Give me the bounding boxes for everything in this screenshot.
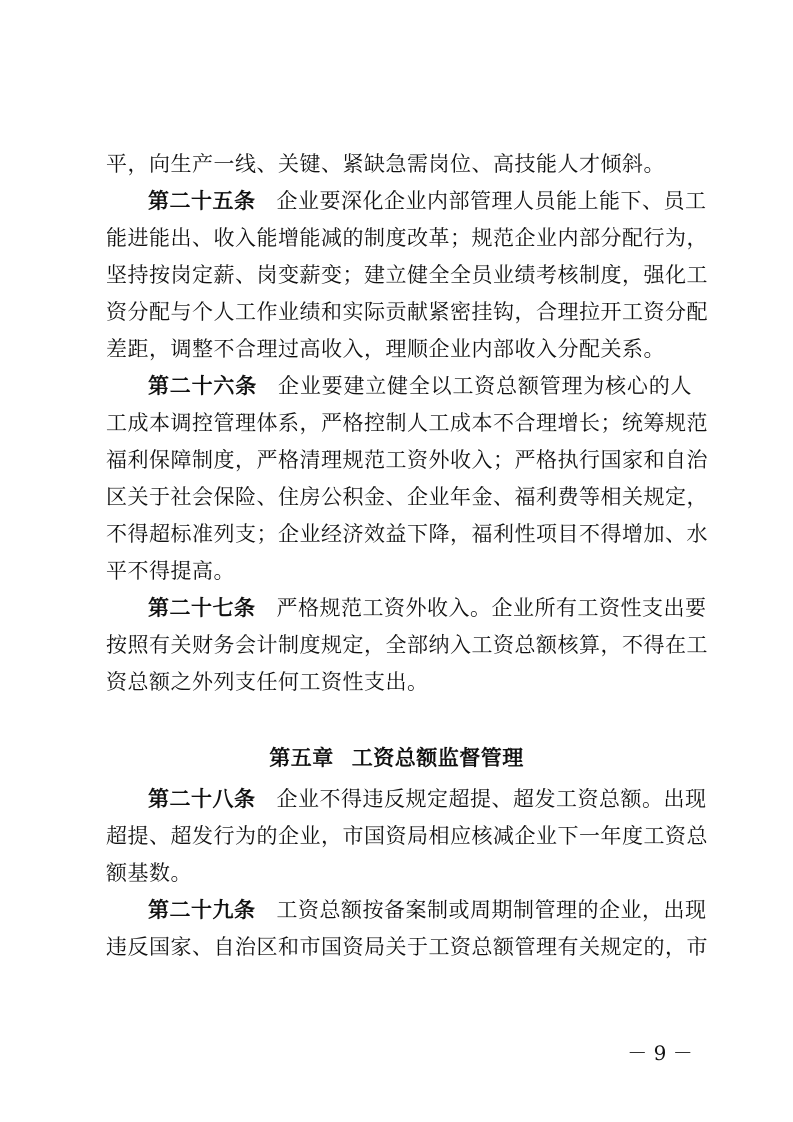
article-27-text: 严格规范工资外收入。企业所有工资性支出要 bbox=[276, 596, 707, 620]
article-26-heading: 第二十六条 bbox=[148, 374, 258, 398]
article-29-line: 违反国家、自治区和市国资局关于工资总额管理有关规定的，市 bbox=[106, 935, 708, 959]
article-27-line: 按照有关财务会计制度规定，全部纳入工资总额核算，不得在工 bbox=[106, 633, 708, 657]
article-26-line: 不得超标准列支；企业经济效益下降，福利性项目不得增加、水 bbox=[106, 522, 708, 546]
chapter-number: 第五章 bbox=[269, 746, 334, 770]
chapter-heading bbox=[0, 743, 793, 773]
article-26-line: 福利保障制度，严格清理规范工资外收入；严格执行国家和自治 bbox=[106, 448, 708, 472]
article-29-first-line bbox=[148, 895, 707, 925]
article-29-heading: 第二十九条 bbox=[148, 898, 256, 922]
article-27-heading: 第二十七条 bbox=[148, 596, 256, 620]
article-25-first-line bbox=[148, 186, 707, 216]
article-25-heading: 第二十五条 bbox=[148, 189, 256, 213]
article-27-first-line bbox=[148, 593, 707, 623]
chapter-title: 工资总额监督管理 bbox=[351, 746, 524, 770]
article-26-line: 平不得提高。 bbox=[106, 559, 235, 583]
article-28-line: 超提、超发行为的企业，市国资局相应核减企业下一年度工资总 bbox=[106, 824, 708, 848]
article-25-text: 企业要深化企业内部管理人员能上能下、员工 bbox=[276, 189, 707, 213]
article-25-line: 坚持按岗定薪、岗变薪变；建立健全全员业绩考核制度，强化工 bbox=[106, 263, 708, 287]
article-28-line: 额基数。 bbox=[106, 861, 192, 885]
article-28-first-line bbox=[148, 784, 707, 814]
article-26-line: 区关于社会保险、住房公积金、企业年金、福利费等相关规定， bbox=[106, 485, 708, 509]
article-27-line: 资总额之外列支任何工资性支出。 bbox=[106, 670, 429, 694]
article-26-line: 工成本调控管理体系，严格控制人工成本不合理增长；统筹规范 bbox=[106, 411, 708, 435]
continuation-line: 平，向生产一线、关键、紧缺急需岗位、高技能人才倾斜。 bbox=[106, 152, 665, 176]
article-28-heading: 第二十八条 bbox=[148, 787, 256, 811]
article-28-text: 企业不得违反规定超提、超发工资总额。出现 bbox=[276, 787, 707, 811]
article-25-line: 能进能出、收入能增能减的制度改革；规范企业内部分配行为， bbox=[106, 226, 708, 250]
article-26-text: 企业要建立健全以工资总额管理为核心的人 bbox=[278, 374, 693, 398]
article-25-line: 差距，调整不合理过高收入，理顺企业内部收入分配关系。 bbox=[106, 337, 665, 361]
article-25-line: 资分配与个人工作业绩和实际贡献紧密挂钩，合理拉开工资分配 bbox=[106, 300, 708, 324]
article-29-text: 工资总额按备案制或周期制管理的企业，出现 bbox=[276, 898, 707, 922]
page-number: － 9 － bbox=[627, 1041, 693, 1065]
article-26-first-line bbox=[148, 371, 692, 401]
